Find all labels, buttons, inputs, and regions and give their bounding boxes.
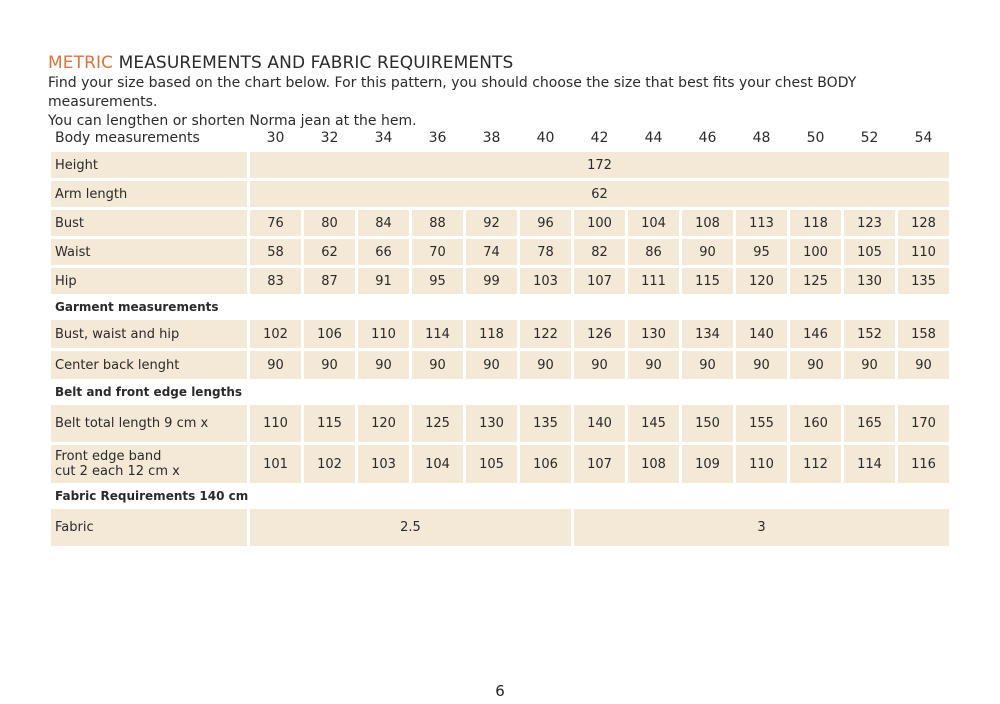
table-cell: 66 bbox=[358, 239, 409, 265]
table-cell: 90 bbox=[790, 351, 841, 379]
page-title bbox=[48, 53, 513, 73]
row-label: Body measurements bbox=[55, 130, 200, 146]
row-label: Center back lenght bbox=[51, 351, 247, 379]
table-cell: 80 bbox=[304, 210, 355, 236]
table-cell: 90 bbox=[736, 351, 787, 379]
row-label: Belt total length 9 cm x bbox=[51, 405, 247, 442]
table-cell: 106 bbox=[520, 445, 571, 483]
table-cell: 108 bbox=[682, 210, 733, 236]
garment-section-row bbox=[51, 297, 949, 317]
table-cell: 90 bbox=[358, 351, 409, 379]
row-label: Bust bbox=[51, 210, 247, 236]
table-cell: 90 bbox=[628, 351, 679, 379]
table-cell: 135 bbox=[520, 405, 571, 442]
table-cell: 140 bbox=[736, 320, 787, 348]
table-cell: 165 bbox=[844, 405, 895, 442]
table-cell: 130 bbox=[844, 268, 895, 294]
table-cell: 34 bbox=[374, 130, 393, 146]
front-edge-label-line-1: Front edge band bbox=[55, 449, 162, 464]
intro-line-1: Find your size based on the chart below. For this pattern, you should choose the size that best fits your chest BODY measurements. bbox=[48, 75, 857, 110]
row-label bbox=[51, 445, 247, 483]
table-cell: 46 bbox=[698, 130, 717, 146]
table-cell: 87 bbox=[304, 268, 355, 294]
table-cell: 104 bbox=[628, 210, 679, 236]
table-cell: 110 bbox=[358, 320, 409, 348]
front-edge-label-line-2: cut 2 each 12 cm x bbox=[55, 464, 180, 479]
table-cell: 84 bbox=[358, 210, 409, 236]
row-label: Fabric bbox=[51, 509, 247, 546]
table-cell: 155 bbox=[736, 405, 787, 442]
arm-length-value: 62 bbox=[250, 181, 949, 207]
table-cell: 158 bbox=[898, 320, 949, 348]
table-cell: 99 bbox=[466, 268, 517, 294]
belt-total-row bbox=[51, 405, 949, 442]
table-cell: 104 bbox=[412, 445, 463, 483]
hip-row bbox=[51, 268, 949, 294]
size-chart-table bbox=[48, 124, 952, 549]
table-cell: 58 bbox=[250, 239, 301, 265]
table-cell: 126 bbox=[574, 320, 625, 348]
table-cell: 62 bbox=[304, 239, 355, 265]
table-cell: 110 bbox=[250, 405, 301, 442]
table-cell: 83 bbox=[250, 268, 301, 294]
table-cell: 107 bbox=[574, 445, 625, 483]
title-accent: METRIC bbox=[48, 53, 114, 73]
belt-section-row bbox=[51, 382, 949, 402]
table-cell: 114 bbox=[412, 320, 463, 348]
title-rest: MEASUREMENTS AND FABRIC REQUIREMENTS bbox=[113, 53, 514, 73]
table-cell: 130 bbox=[628, 320, 679, 348]
fabric-value-small-sizes: 2.5 bbox=[250, 509, 571, 546]
fabric-row bbox=[51, 509, 949, 546]
center-back-row bbox=[51, 351, 949, 379]
table-cell: 101 bbox=[250, 445, 301, 483]
section-heading-belt: Belt and front edge lengths bbox=[55, 385, 243, 399]
table-cell: 123 bbox=[844, 210, 895, 236]
table-cell: 52 bbox=[860, 130, 879, 146]
table-cell: 88 bbox=[412, 210, 463, 236]
table-cell: 30 bbox=[266, 130, 285, 146]
table-cell: 32 bbox=[320, 130, 339, 146]
table-cell: 114 bbox=[844, 445, 895, 483]
waist-row bbox=[51, 239, 949, 265]
table-cell: 54 bbox=[914, 130, 933, 146]
table-cell: 74 bbox=[466, 239, 517, 265]
table-cell: 50 bbox=[806, 130, 825, 146]
table-cell: 122 bbox=[520, 320, 571, 348]
front-edge-row bbox=[51, 445, 949, 483]
table-cell: 146 bbox=[790, 320, 841, 348]
bust-waist-hip-row bbox=[51, 320, 949, 348]
table-cell: 90 bbox=[682, 239, 733, 265]
table-cell: 90 bbox=[412, 351, 463, 379]
table-cell: 103 bbox=[520, 268, 571, 294]
table-cell: 91 bbox=[358, 268, 409, 294]
table-cell: 44 bbox=[644, 130, 663, 146]
row-label: Height bbox=[51, 152, 247, 178]
table-cell: 108 bbox=[628, 445, 679, 483]
table-cell: 90 bbox=[520, 351, 571, 379]
table-cell: 135 bbox=[898, 268, 949, 294]
table-cell: 110 bbox=[898, 239, 949, 265]
table-cell: 125 bbox=[790, 268, 841, 294]
table-cell: 78 bbox=[520, 239, 571, 265]
table-cell: 120 bbox=[736, 268, 787, 294]
table-cell: 116 bbox=[898, 445, 949, 483]
table-cell: 42 bbox=[590, 130, 609, 146]
table-cell: 40 bbox=[536, 130, 555, 146]
table-cell: 130 bbox=[466, 405, 517, 442]
table-cell: 95 bbox=[412, 268, 463, 294]
table-cell: 90 bbox=[682, 351, 733, 379]
table-cell: 125 bbox=[412, 405, 463, 442]
table-cell: 95 bbox=[736, 239, 787, 265]
page-number: 6 bbox=[495, 682, 505, 700]
table-cell: 100 bbox=[574, 210, 625, 236]
table-cell: 90 bbox=[898, 351, 949, 379]
table-cell: 86 bbox=[628, 239, 679, 265]
table-cell: 118 bbox=[466, 320, 517, 348]
section-heading-garment: Garment measurements bbox=[55, 300, 219, 314]
row-label: Arm length bbox=[51, 181, 247, 207]
bust-row bbox=[51, 210, 949, 236]
table-cell: 110 bbox=[736, 445, 787, 483]
height-row bbox=[51, 152, 949, 178]
table-cell: 90 bbox=[304, 351, 355, 379]
table-cell: 76 bbox=[250, 210, 301, 236]
height-value: 172 bbox=[250, 152, 949, 178]
table-cell: 170 bbox=[898, 405, 949, 442]
table-cell: 36 bbox=[428, 130, 447, 146]
section-heading-fabric: Fabric Requirements 140 cm bbox=[55, 489, 249, 503]
row-label: Hip bbox=[51, 268, 247, 294]
table-cell: 152 bbox=[844, 320, 895, 348]
intro-text bbox=[48, 74, 958, 131]
table-cell: 90 bbox=[250, 351, 301, 379]
table-cell: 82 bbox=[574, 239, 625, 265]
row-label: Bust, waist and hip bbox=[51, 320, 247, 348]
table-cell: 107 bbox=[574, 268, 625, 294]
table-cell: 100 bbox=[790, 239, 841, 265]
fabric-value-large-sizes: 3 bbox=[574, 509, 949, 546]
table-cell: 90 bbox=[574, 351, 625, 379]
arm-length-row bbox=[51, 181, 949, 207]
table-cell: 115 bbox=[682, 268, 733, 294]
table-cell: 150 bbox=[682, 405, 733, 442]
table-cell: 92 bbox=[466, 210, 517, 236]
table-cell: 120 bbox=[358, 405, 409, 442]
table-cell: 38 bbox=[482, 130, 501, 146]
intro-line-2: You can lengthen or shorten Norma jean at the hem. bbox=[48, 113, 417, 129]
table-cell: 102 bbox=[250, 320, 301, 348]
table-cell: 102 bbox=[304, 445, 355, 483]
table-cell: 48 bbox=[752, 130, 771, 146]
table-cell: 134 bbox=[682, 320, 733, 348]
table-cell: 115 bbox=[304, 405, 355, 442]
table-cell: 145 bbox=[628, 405, 679, 442]
table-cell: 105 bbox=[844, 239, 895, 265]
table-cell: 113 bbox=[736, 210, 787, 236]
table-cell: 90 bbox=[466, 351, 517, 379]
table-cell: 70 bbox=[412, 239, 463, 265]
table-cell: 112 bbox=[790, 445, 841, 483]
table-cell: 160 bbox=[790, 405, 841, 442]
table-cell: 118 bbox=[790, 210, 841, 236]
size-header-row bbox=[51, 127, 949, 149]
table-cell: 140 bbox=[574, 405, 625, 442]
row-label: Waist bbox=[51, 239, 247, 265]
table-cell: 106 bbox=[304, 320, 355, 348]
table-cell: 128 bbox=[898, 210, 949, 236]
table-cell: 96 bbox=[520, 210, 571, 236]
fabric-section-row bbox=[51, 486, 949, 506]
table-cell: 90 bbox=[844, 351, 895, 379]
table-cell: 109 bbox=[682, 445, 733, 483]
table-cell: 103 bbox=[358, 445, 409, 483]
table-cell: 105 bbox=[466, 445, 517, 483]
table-cell: 111 bbox=[628, 268, 679, 294]
